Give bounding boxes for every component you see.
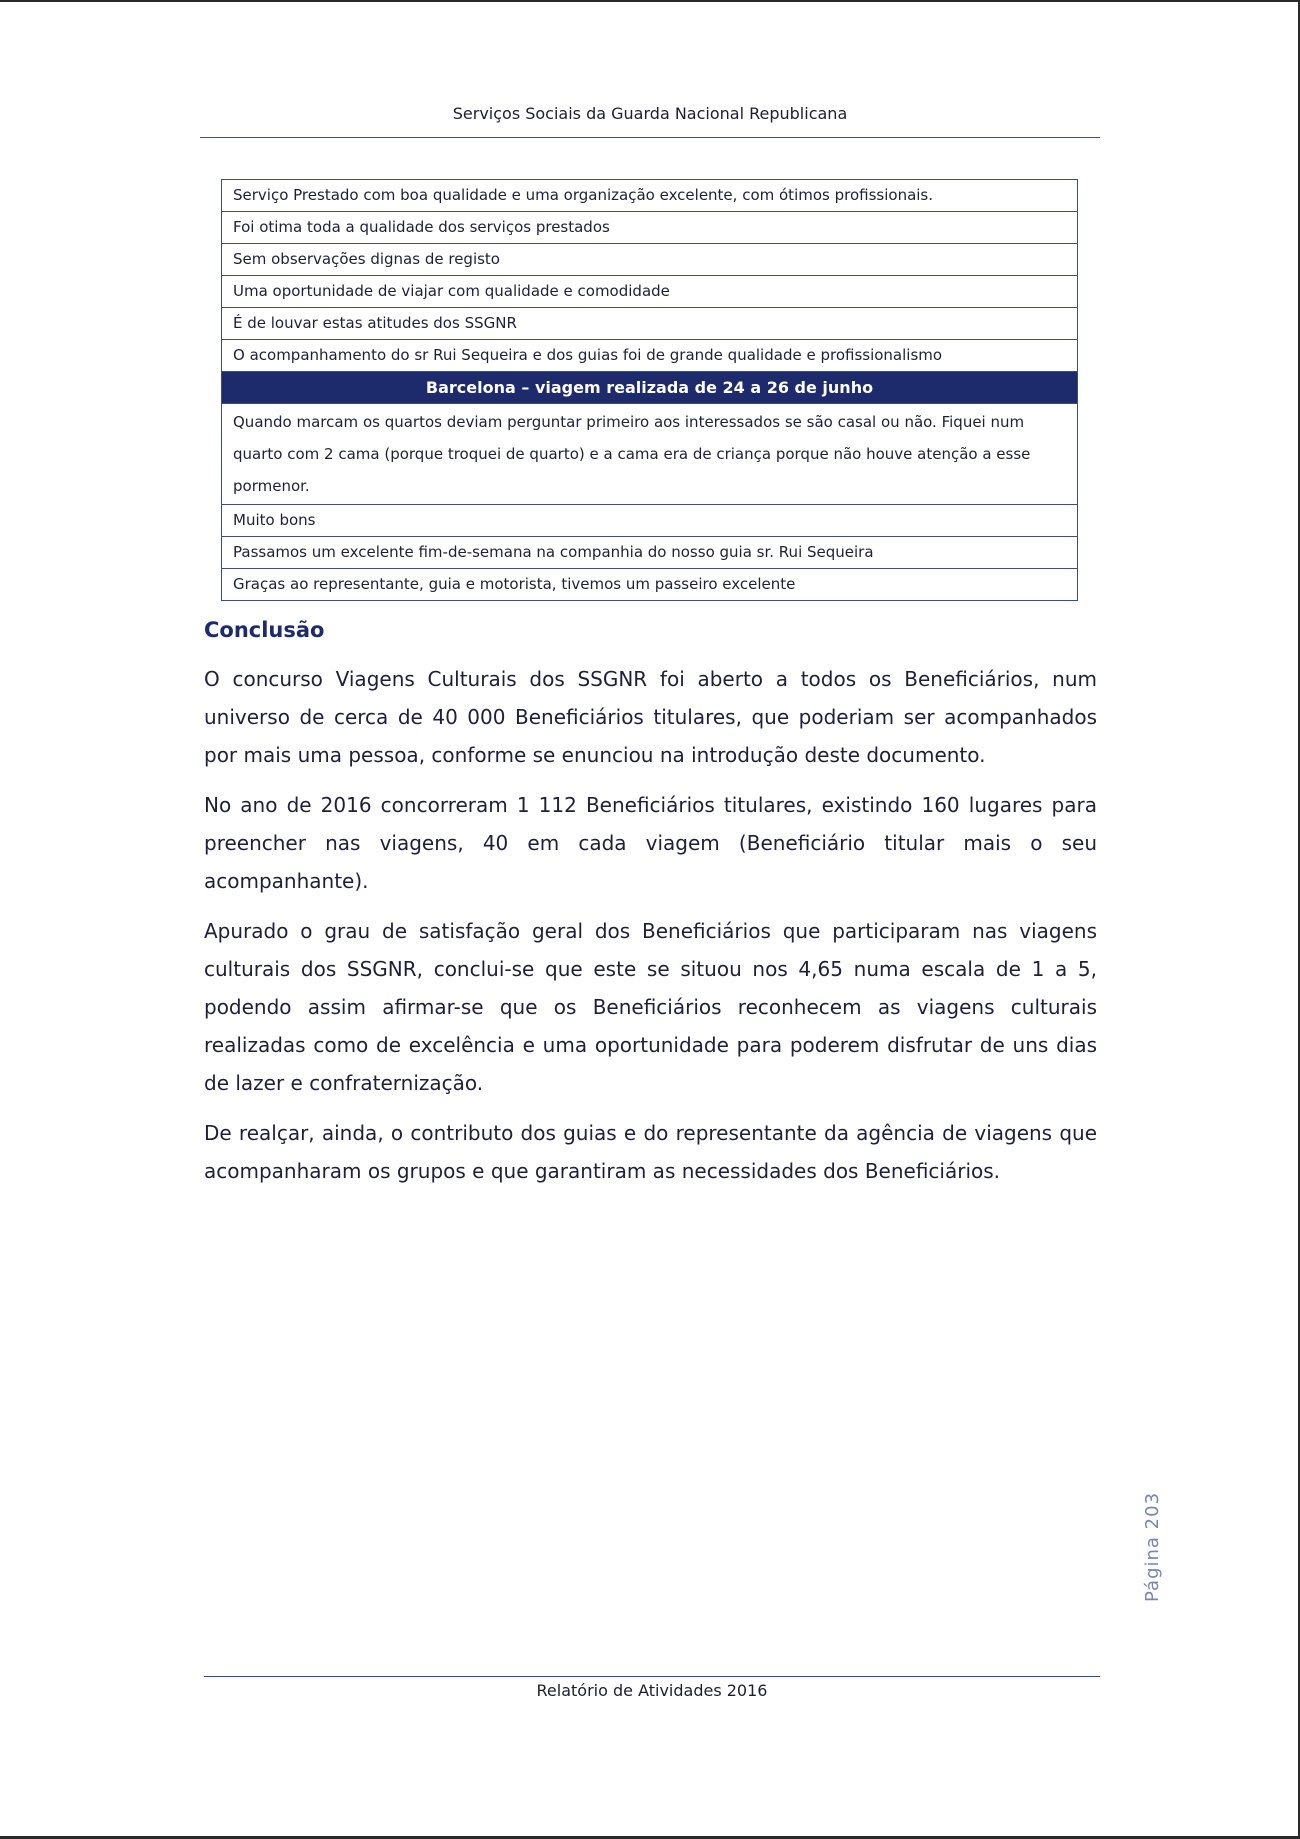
table-cell: Uma oportunidade de viajar com qualidade e comodidade (222, 276, 1078, 308)
table-row (222, 537, 1078, 569)
paragraph: De realçar, ainda, o contributo dos guias e do representante da agência de viagens que acompanharam os grupos e que garantiram as necessidades dos Beneficiários. (204, 1121, 1097, 1183)
page-footer: Relatório de Atividades 2016 (536, 1681, 768, 1700)
paragraph: No ano de 2016 concorreram 1 112 Beneficiários titulares, existindo 160 lugares para preencher nas viagens, 40 em cada viagem (Beneficiário titular mais o seu acompanhante). (204, 793, 1097, 893)
section-header-label: Barcelona – viagem realizada de 24 a 26 de junho (222, 372, 1078, 404)
table-row (222, 308, 1078, 340)
table-row (222, 505, 1078, 537)
table-cell: Serviço Prestado com boa qualidade e uma organização excelente, com ótimos profissionais. (222, 180, 1078, 212)
table-row (222, 276, 1078, 308)
table-row (222, 340, 1078, 372)
table-row (222, 244, 1078, 276)
table-row (222, 569, 1078, 601)
table-cell: Passamos um excelente fim-de-semana na companhia do nosso guia sr. Rui Sequeira (222, 537, 1078, 569)
table-cell: Quando marcam os quartos deviam perguntar primeiro aos interessados se são casal ou não. Fiquei num quarto com 2 cama (porque troquei de quarto) e a cama era de criança porque não houve atenção a esse pormenor. (222, 404, 1078, 505)
table-cell: É de louvar estas atitudes dos SSGNR (222, 308, 1078, 340)
paragraph: O concurso Viagens Culturais dos SSGNR foi aberto a todos os Beneficiários, num universo de cerca de 40 000 Beneficiários titulares, que poderiam ser acompanhados por mais uma pessoa, conforme se enunciou na introdução deste documento. (204, 667, 1097, 767)
table-row (222, 212, 1078, 244)
table-cell: Sem observações dignas de registo (222, 244, 1078, 276)
feedback-table (221, 179, 1078, 601)
scan-border-top (0, 0, 1300, 2)
header-divider (200, 137, 1100, 138)
paragraph: Apurado o grau de satisfação geral dos Beneficiários que participaram nas viagens culturais dos SSGNR, conclui-se que este se situou nos 4,65 numa escala de 1 a 5, podendo assim afirmar-se que os Beneficiários reconhecem as viagens culturais realizadas como de excelência e uma oportunidade para poderem disfrutar de uns dias de lazer e confraternização. (204, 919, 1097, 1095)
conclusion-heading: Conclusão (204, 618, 325, 642)
page-number: Página 203 (1142, 1491, 1163, 1602)
table-cell: Graças ao representante, guia e motorista, tivemos um passeiro excelente (222, 569, 1078, 601)
table-row (222, 404, 1078, 505)
page-header: Serviços Sociais da Guarda Nacional Republicana (452, 104, 848, 123)
table-cell: Muito bons (222, 505, 1078, 537)
conclusion-body (204, 660, 1097, 1202)
table-section-header (222, 372, 1078, 404)
table-row (222, 180, 1078, 212)
footer-divider (204, 1676, 1100, 1677)
table-cell: O acompanhamento do sr Rui Sequeira e dos guias foi de grande qualidade e profissionalismo (222, 340, 1078, 372)
table-cell: Foi otima toda a qualidade dos serviços prestados (222, 212, 1078, 244)
